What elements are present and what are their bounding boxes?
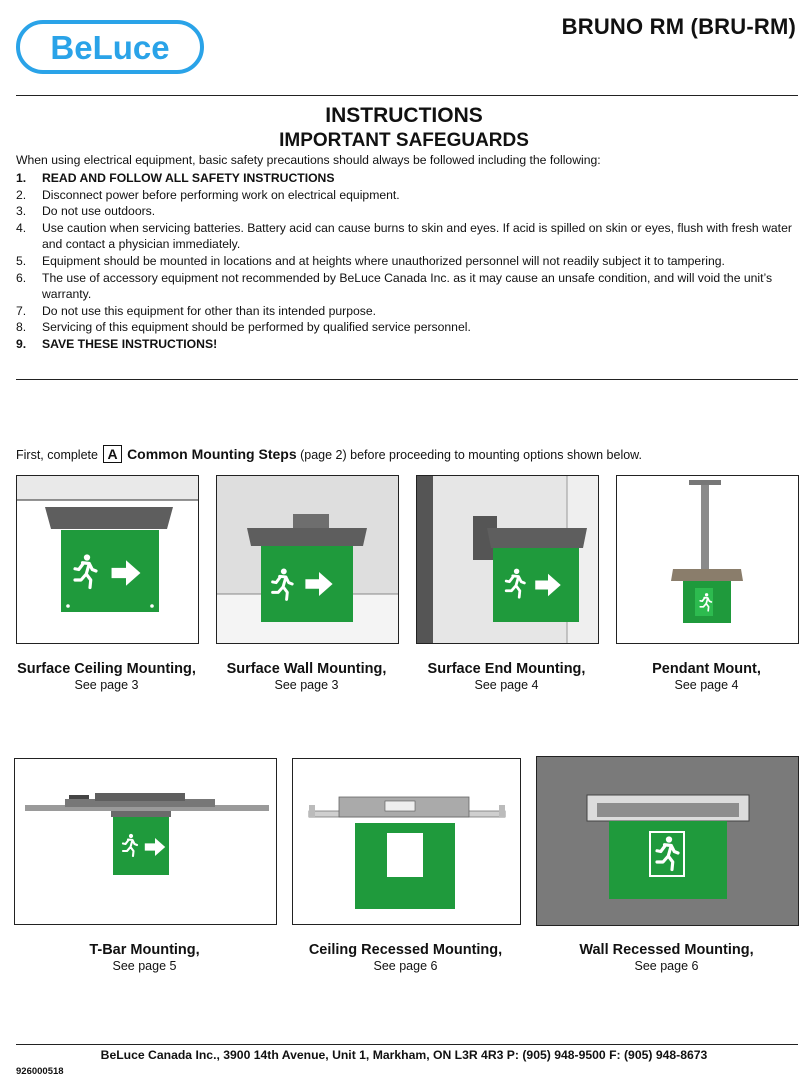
- safeguards-intro: When using electrical equipment, basic safety precautions should always be followed including the following:: [16, 153, 601, 167]
- t-bar-image: [14, 758, 277, 925]
- logo-text: BeLuce: [50, 29, 170, 66]
- list-item: 9. SAVE THESE INSTRUCTIONS!: [16, 336, 218, 351]
- model-title: BRUNO RM (BRU-RM): [561, 14, 796, 39]
- step-name: Common Mounting Steps: [127, 446, 297, 462]
- divider: [16, 95, 798, 96]
- list-item: 4. Use caution when servicing batteries. Battery acid can cause burns to skin and eyes. If acid is spilled on skin or eyes, flush with fresh water and contact a physician immediately.: [16, 220, 792, 252]
- divider: [16, 1044, 798, 1045]
- option-caption: Surface Wall Mounting, See page 3: [226, 661, 387, 692]
- list-item: 5. Equipment should be mounted in locations and at heights where unauthorized personnel will not readily subject it to tampering.: [16, 253, 725, 268]
- safeguards-subtitle: IMPORTANT SAFEGUARDS: [279, 130, 529, 151]
- surface-wall-image: [216, 475, 399, 644]
- safeguards-list: [16, 170, 792, 353]
- document-number: 926000518: [16, 1066, 64, 1077]
- list-item: 1. READ AND FOLLOW ALL SAFETY INSTRUCTIONS: [16, 171, 335, 185]
- mounting-intro: First, complete A Common Mounting Steps (page 2) before proceeding to mounting options shown below.: [16, 446, 642, 462]
- surface-end-image: [416, 475, 599, 644]
- list-item: 2. Disconnect power before performing work on electrical equipment.: [16, 187, 400, 202]
- beluce-logo: [16, 20, 204, 74]
- list-item: 7. Do not use this equipment for other than its intended purpose.: [16, 303, 377, 318]
- step-letter-box: A: [103, 445, 121, 463]
- list-item: 6. The use of accessory equipment not recommended by BeLuce Canada Inc. as it may cause an unsafe condition, and will void the unit’s warranty.: [16, 270, 773, 302]
- option-caption: Surface End Mounting, See page 4: [427, 661, 586, 692]
- option-caption: Ceiling Recessed Mounting, See page 6: [308, 942, 503, 973]
- pendant-mount-image: [616, 475, 799, 644]
- list-item: 8. Servicing of this equipment should be performed by qualified service personnel.: [16, 320, 471, 335]
- option-caption: Wall Recessed Mounting, See page 6: [579, 942, 754, 973]
- footer-address: BeLuce Canada Inc., 3900 14th Avenue, Unit 1, Markham, ON L3R 4R3 P: (905) 948-9500 F: (905) 948-8673: [100, 1048, 708, 1062]
- option-caption: Surface Ceiling Mounting, See page 3: [17, 661, 196, 692]
- wall-recessed-image: [536, 756, 799, 926]
- ceiling-recessed-image: [292, 758, 521, 925]
- option-caption: Pendant Mount, See page 4: [652, 661, 761, 692]
- surface-ceiling-image: [16, 475, 199, 644]
- option-caption: T-Bar Mounting, See page 5: [89, 942, 200, 973]
- instructions-title: INSTRUCTIONS: [325, 104, 483, 127]
- list-item: 3. Do not use outdoors.: [16, 204, 156, 219]
- divider: [16, 379, 798, 380]
